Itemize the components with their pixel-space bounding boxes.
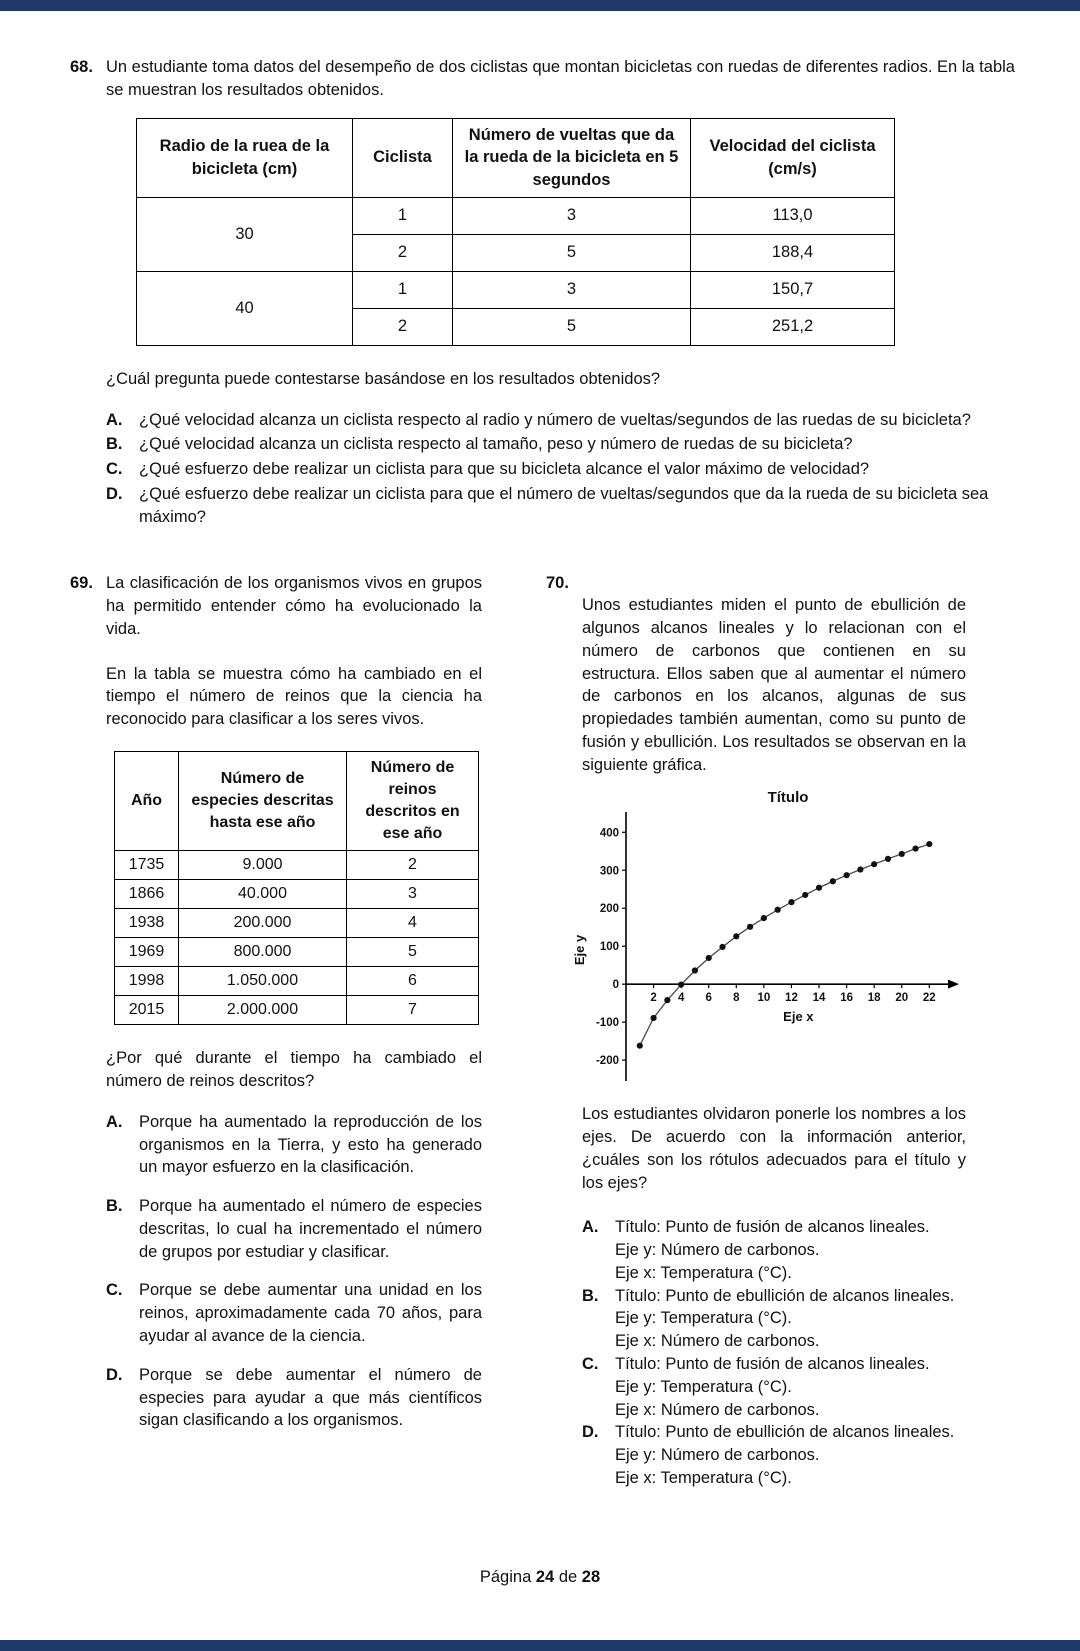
question-69-prompt: ¿Por qué durante el tiempo ha cambiado el número de reinos descritos?: [106, 1049, 482, 1091]
svg-text:Título: Título: [767, 788, 809, 806]
question-70: [546, 572, 966, 1489]
option-letter: A.: [106, 1112, 123, 1131]
cell-ciclista: 2: [353, 234, 453, 271]
question-69: [70, 572, 482, 1489]
svg-text:14: 14: [812, 991, 826, 1004]
cell-vueltas: 3: [453, 271, 691, 308]
option-text: ¿Qué esfuerzo debe realizar un ciclista para que su bicicleta alcance el valor máximo de velocidad?: [139, 460, 870, 479]
question-68: [70, 56, 1016, 528]
option-text: Porque ha aumentado el número de especies descritas, lo cual ha incrementado el número de grupos por estudiar y clasificar.: [139, 1197, 482, 1261]
option-d: [582, 1421, 966, 1489]
option-a: [582, 1216, 966, 1284]
option-line-ejey: Eje y: Temperatura (°C).: [615, 1309, 792, 1328]
option-a: [106, 1111, 482, 1179]
svg-text:-100: -100: [595, 1016, 619, 1029]
top-border-bar: [0, 0, 1080, 11]
footer-total-pages: 28: [581, 1568, 601, 1587]
svg-text:6: 6: [705, 991, 712, 1004]
cell-reinos: 4: [347, 909, 479, 938]
question-68-options: [106, 409, 1016, 529]
svg-text:4: 4: [677, 991, 685, 1004]
page-footer: [0, 1566, 1080, 1589]
question-69-intro-2: En la tabla se muestra cómo ha cambiado en el tiempo el número de reinos que la ciencia ha reconocido para clasificar a los seres vivos.: [106, 664, 482, 729]
option-lines: [615, 1421, 966, 1489]
cell-especies: 800.000: [179, 938, 347, 967]
option-line-title: Título: Punto de fusión de alcanos lineales.: [615, 1218, 930, 1237]
cell-velocidad: 113,0: [691, 197, 895, 234]
col-header-ciclista: Ciclista: [353, 118, 453, 197]
option-line-ejey: Eje y: Número de carbonos.: [615, 1446, 820, 1465]
option-letter: A.: [106, 410, 123, 429]
cell-reinos: 3: [347, 880, 479, 909]
cell-reinos: 7: [347, 996, 479, 1025]
svg-text:20: 20: [895, 991, 909, 1004]
cell-reinos: 6: [347, 967, 479, 996]
svg-text:200: 200: [599, 902, 619, 915]
option-b: [582, 1285, 966, 1353]
q68-results-table: [136, 118, 895, 346]
svg-text:12: 12: [785, 991, 798, 1004]
table-row: [137, 271, 895, 308]
option-d: [106, 483, 1016, 529]
question-70-number: 70.: [546, 574, 569, 593]
svg-text:100: 100: [599, 940, 619, 953]
cell-vueltas: 3: [453, 197, 691, 234]
option-c: [106, 458, 1016, 481]
chart-canvas: [572, 787, 962, 1089]
option-lines: [615, 1216, 966, 1284]
option-text: Porque se debe aumentar el número de especies para ayudar a que más científicos sigan clasificando a los organismos.: [139, 1365, 482, 1430]
col-header-radio: Radio de la ruea de la bicicleta (cm): [137, 118, 353, 197]
option-letter: C.: [582, 1354, 599, 1373]
option-text: Porque se debe aumentar una unidad en los reinos, aproximadamente cada 70 años, para ayudar al avance de la ciencia.: [139, 1281, 482, 1345]
option-letter: D.: [106, 1365, 123, 1384]
q69-kingdoms-table: [114, 751, 479, 1025]
cell-vueltas: 5: [453, 234, 691, 271]
option-a: [106, 409, 1016, 432]
option-letter: B.: [582, 1286, 599, 1305]
cell-ciclista: 2: [353, 308, 453, 345]
question-69-options: [106, 1111, 482, 1432]
svg-text:10: 10: [757, 991, 771, 1004]
option-letter: D.: [582, 1423, 599, 1442]
table-row: [115, 909, 479, 938]
cell-ciclista: 1: [353, 271, 453, 308]
footer-separator: de: [558, 1568, 578, 1587]
col-header-especies: Número de especies descritas hasta ese año: [179, 752, 347, 851]
cell-especies: 1.050.000: [179, 967, 347, 996]
option-line-ejex: Eje x: Temperatura (°C).: [615, 1468, 792, 1487]
table-row: [115, 967, 479, 996]
option-c: [582, 1353, 966, 1421]
option-text: ¿Qué velocidad alcanza un ciclista respecto al tamaño, peso y número de ruedas de su bicicleta?: [139, 435, 853, 454]
option-lines: [615, 1353, 966, 1421]
cell-reinos: 2: [347, 851, 479, 880]
two-column-layout: [70, 572, 1016, 1489]
option-line-ejex: Eje x: Número de carbonos.: [615, 1400, 820, 1419]
col-header-reinos: Número de reinos descritos en ese año: [347, 752, 479, 851]
option-line-ejex: Eje x: Número de carbonos.: [615, 1332, 820, 1351]
option-b: [106, 433, 1016, 456]
svg-text:22: 22: [922, 991, 936, 1004]
cell-ano: 1735: [115, 851, 179, 880]
cell-ano: 1866: [115, 880, 179, 909]
option-line-title: Título: Punto de ebullición de alcanos lineales.: [615, 1423, 955, 1442]
cell-velocidad: 251,2: [691, 308, 895, 345]
cell-especies: 200.000: [179, 909, 347, 938]
question-70-options: [582, 1216, 966, 1489]
option-text: Porque ha aumentado la reproducción de los organismos en la Tierra, y esto ha generado un mayor esfuerzo en la clasificación.: [139, 1112, 482, 1177]
col-header-vueltas: Número de vueltas que da la rueda de la bicicleta en 5 segundos: [453, 118, 691, 197]
cell-ano: 2015: [115, 996, 179, 1025]
svg-text:300: 300: [599, 864, 619, 877]
option-line-title: Título: Punto de ebullición de alcanos lineales.: [615, 1286, 955, 1305]
option-line-title: Título: Punto de fusión de alcanos lineales.: [615, 1354, 930, 1373]
option-line-ejey: Eje y: Temperatura (°C).: [615, 1377, 792, 1396]
cell-ciclista: 1: [353, 197, 453, 234]
option-text: ¿Qué velocidad alcanza un ciclista respecto al radio y número de vueltas/segundos de las ruedas de su bicicleta?: [139, 410, 971, 429]
cell-especies: 2.000.000: [179, 996, 347, 1025]
option-b: [106, 1195, 482, 1263]
svg-text:0: 0: [612, 978, 619, 991]
option-letter: C.: [106, 1281, 123, 1300]
col-header-velocidad: Velocidad del ciclista (cm/s): [691, 118, 895, 197]
question-70-intro: Unos estudiantes miden el punto de ebullición de algunos alcanos lineales y lo relacionan con el número de carbonos que contienen en su estructura. Ellos saben que al aumentar el número de carbonos en los alcanos, algunas de sus propiedades también aumentan, como su punto de fusión y ebullición. Los resultados se observan en la siguiente gráfica.: [582, 596, 966, 774]
cell-ano: 1969: [115, 938, 179, 967]
cell-reinos: 5: [347, 938, 479, 967]
svg-text:8: 8: [733, 991, 740, 1004]
option-line-ejey: Eje y: Número de carbonos.: [615, 1241, 820, 1260]
svg-text:Eje x: Eje x: [783, 1008, 814, 1024]
table-row: [115, 880, 479, 909]
svg-text:-200: -200: [595, 1054, 619, 1067]
question-68-intro: Un estudiante toma datos del desempeño de dos ciclistas que montan bicicletas con ruedas de diferentes radios. En la tabla se muestran los resultados obtenidos.: [106, 58, 1015, 99]
svg-text:18: 18: [867, 991, 881, 1004]
question-68-number: 68.: [70, 58, 93, 76]
question-69-intro-1: La clasificación de los organismos vivos en grupos ha permitido entender cómo ha evolucionado la vida.: [106, 574, 482, 638]
cell-radio: 30: [137, 197, 353, 271]
footer-page-number: 24: [535, 1568, 555, 1587]
bottom-border-bar: [0, 1640, 1080, 1651]
option-letter: D.: [106, 484, 123, 503]
option-letter: C.: [106, 460, 123, 479]
cell-especies: 40.000: [179, 880, 347, 909]
cell-radio: 40: [137, 271, 353, 345]
option-text: ¿Qué esfuerzo debe realizar un ciclista para que el número de vueltas/segundos que da la rueda de su bicicleta sea máximo?: [139, 484, 989, 526]
col-header-ano: Año: [115, 752, 179, 851]
table-row: [115, 996, 479, 1025]
option-lines: [615, 1285, 966, 1353]
cell-ano: 1998: [115, 967, 179, 996]
option-line-ejex: Eje x: Temperatura (°C).: [615, 1263, 792, 1282]
cell-especies: 9.000: [179, 851, 347, 880]
svg-text:Eje y: Eje y: [572, 934, 587, 965]
svg-text:16: 16: [840, 991, 853, 1004]
table-row: [137, 197, 895, 234]
cell-ano: 1938: [115, 909, 179, 938]
question-68-prompt: ¿Cuál pregunta puede contestarse basándose en los resultados obtenidos?: [106, 369, 661, 388]
table-row: [115, 851, 479, 880]
cell-vueltas: 5: [453, 308, 691, 345]
option-letter: B.: [106, 1197, 123, 1216]
cell-velocidad: 150,7: [691, 271, 895, 308]
boiling-point-chart: [572, 787, 966, 1096]
option-letter: A.: [582, 1218, 599, 1237]
option-c: [106, 1279, 482, 1347]
option-letter: B.: [106, 435, 123, 454]
table-row: [115, 938, 479, 967]
question-70-followup: Los estudiantes olvidaron ponerle los nombres a los ejes. De acuerdo con la información anterior, ¿cuáles son los rótulos adecuados para el título y los ejes?: [582, 1105, 966, 1192]
cell-velocidad: 188,4: [691, 234, 895, 271]
svg-text:2: 2: [650, 991, 657, 1004]
footer-prefix: Página: [479, 1568, 532, 1587]
option-d: [106, 1364, 482, 1432]
table-header-row: [137, 118, 895, 197]
svg-text:400: 400: [599, 826, 619, 839]
question-69-number: 69.: [70, 574, 93, 593]
table-header-row: [115, 752, 479, 851]
